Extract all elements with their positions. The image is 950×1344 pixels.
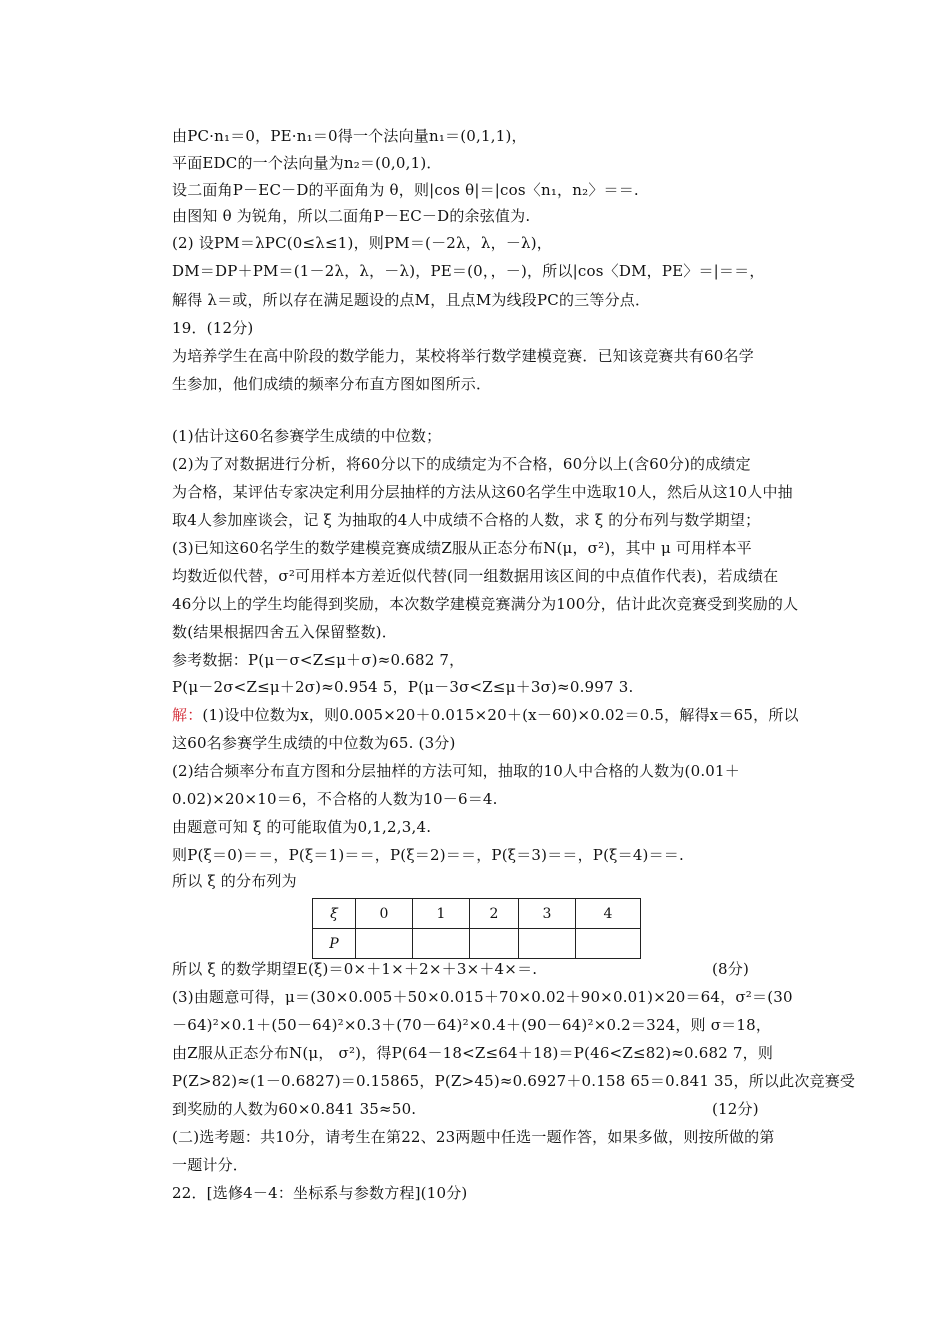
solution-line: 解：(1)设中位数为x，则0.005×20＋0.015×20＋(x－60)×0.02＝0.5，解得x＝65，所以 bbox=[172, 706, 799, 724]
text-line: 这60名参赛学生成绩的中位数为65. (3分) bbox=[172, 734, 456, 752]
question-number: 19．(12分) bbox=[172, 319, 254, 337]
table-cell: P bbox=[313, 929, 356, 959]
table-cell: ξ bbox=[313, 899, 356, 929]
text-line: 由PC·n₁＝0，PE·n₁＝0得一个法向量n₁＝(0,1,1)， bbox=[172, 127, 527, 145]
table-cell bbox=[519, 929, 576, 959]
text-line: 由Z服从正态分布N(μ， σ²)，得P(64－18<Z≤64＋18)＝P(46<Z≤82)≈0.682 7，则 bbox=[172, 1044, 774, 1062]
text-line: 所以 ξ 的数学期望E(ξ)＝0×＋1×＋2×＋3×＋4×＝. bbox=[172, 960, 538, 978]
text-line: 解得 λ＝或，所以存在满足题设的点M，且点M为线段PC的三等分点． bbox=[172, 291, 651, 309]
text-line: 一题计分． bbox=[172, 1156, 249, 1174]
table-row bbox=[313, 929, 641, 959]
text-line: (3)已知这60名学生的数学建模竞赛成绩Z服从正态分布N(μ，σ²)，其中 μ 可用样本平 bbox=[172, 539, 752, 557]
text-line: 为合格，某评估专家决定利用分层抽样的方法从这60名学生中选取10人，然后从这10人中抽 bbox=[172, 483, 793, 501]
text-line: 生参加，他们成绩的频率分布直方图如图所示． bbox=[172, 375, 492, 393]
text-line: 数(结果根据四舍五入保留整数)． bbox=[172, 623, 397, 641]
text-line: P(μ－2σ<Z≤μ＋2σ)≈0.954 5，P(μ－3σ<Z≤μ＋3σ)≈0.997 3. bbox=[172, 678, 634, 696]
table-cell: 3 bbox=[519, 899, 576, 929]
text-line: (二)选考题：共10分，请考生在第22、23两题中任选一题作答，如果多做，则按所做的第 bbox=[172, 1128, 775, 1146]
text-line: (2) 设PM＝λPC(0≤λ≤1)，则PM＝(－2λ，λ，－λ)， bbox=[172, 234, 552, 252]
text-line: (2)为了对数据进行分析，将60分以下的成绩定为不合格，60分以上(含60分)的成绩定 bbox=[172, 455, 751, 473]
text-line: 46分以上的学生均能得到奖励，本次数学建模竞赛满分为100分，估计此次竞赛受到奖励的人 bbox=[172, 595, 799, 613]
text-line: 为培养学生在高中阶段的数学能力，某校将举行数学建模竞赛．已知该竞赛共有60名学 bbox=[172, 347, 754, 365]
text-line: P(Z>82)≈(1－0.6827)＝0.15865，P(Z>45)≈0.6927＋0.158 65＝0.841 35，所以此次竞赛受 bbox=[172, 1072, 856, 1090]
text-line: 所以 ξ 的分布列为 bbox=[172, 872, 297, 890]
distribution-table bbox=[312, 898, 641, 959]
text-line: (2)结合频率分布直方图和分层抽样的方法可知，抽取的10人中合格的人数为(0.01＋ bbox=[172, 762, 740, 780]
text-line: 则P(ξ＝0)＝＝，P(ξ＝1)＝＝，P(ξ＝2)＝＝，P(ξ＝3)＝＝，P(ξ＝4)＝＝. bbox=[172, 846, 684, 864]
score-mark: (8分) bbox=[712, 960, 750, 978]
text-line: (1)估计这60名参赛学生成绩的中位数； bbox=[172, 427, 442, 445]
text-line: 22．[选修4－4：坐标系与参数方程](10分) bbox=[172, 1184, 468, 1202]
text-line: 均数近似代替，σ²可用样本方差近似代替(同一组数据用该区间的中点值作代表)，若成绩在 bbox=[172, 567, 779, 585]
text-line: 到奖励的人数为60×0.841 35≈50. bbox=[172, 1100, 417, 1118]
text-line: (3)由题意可得，μ＝(30×0.005＋50×0.015＋70×0.02＋90×0.01)×20＝64，σ²＝(30 bbox=[172, 988, 793, 1006]
table-cell: 1 bbox=[413, 899, 470, 929]
score-mark: (12分) bbox=[712, 1100, 759, 1118]
solution-label: 解： bbox=[172, 706, 203, 724]
table-cell bbox=[470, 929, 519, 959]
text-line: 取4人参加座谈会，记 ξ 为抽取的4人中成绩不合格的人数，求 ξ 的分布列与数学期望； bbox=[172, 511, 761, 529]
table-row bbox=[313, 899, 641, 929]
text-line: 由图知 θ 为锐角，所以二面角P－EC－D的余弦值为. bbox=[172, 207, 531, 225]
text-line: －64)²×0.1＋(50－64)²×0.3＋(70－64)²×0.4＋(90－64)²×0.2＝324，则 σ＝18， bbox=[172, 1016, 772, 1034]
table-cell bbox=[413, 929, 470, 959]
table-cell: 0 bbox=[356, 899, 413, 929]
table-cell bbox=[356, 929, 413, 959]
text-line: DM＝DP＋PM＝(1－2λ，λ，－λ)，PE＝(0，，－)，所以|cos〈DM，PE〉＝|＝＝， bbox=[172, 262, 765, 280]
text-line: 参考数据：P(μ－σ<Z≤μ＋σ)≈0.682 7， bbox=[172, 651, 465, 669]
text-line: 设二面角P－EC－D的平面角为 θ，则|cos θ|＝|cos〈n₁，n₂〉＝＝. bbox=[172, 181, 639, 199]
table-cell: 2 bbox=[470, 899, 519, 929]
text-line: 由题意可知 ξ 的可能取值为0,1,2,3,4. bbox=[172, 818, 432, 836]
text-line: 平面EDC的一个法向量为n₂＝(0,0,1)． bbox=[172, 154, 442, 172]
table-cell bbox=[576, 929, 641, 959]
text-line: 0.02)×20×10＝6，不合格的人数为10－6＝4. bbox=[172, 790, 498, 808]
table-cell: 4 bbox=[576, 899, 641, 929]
